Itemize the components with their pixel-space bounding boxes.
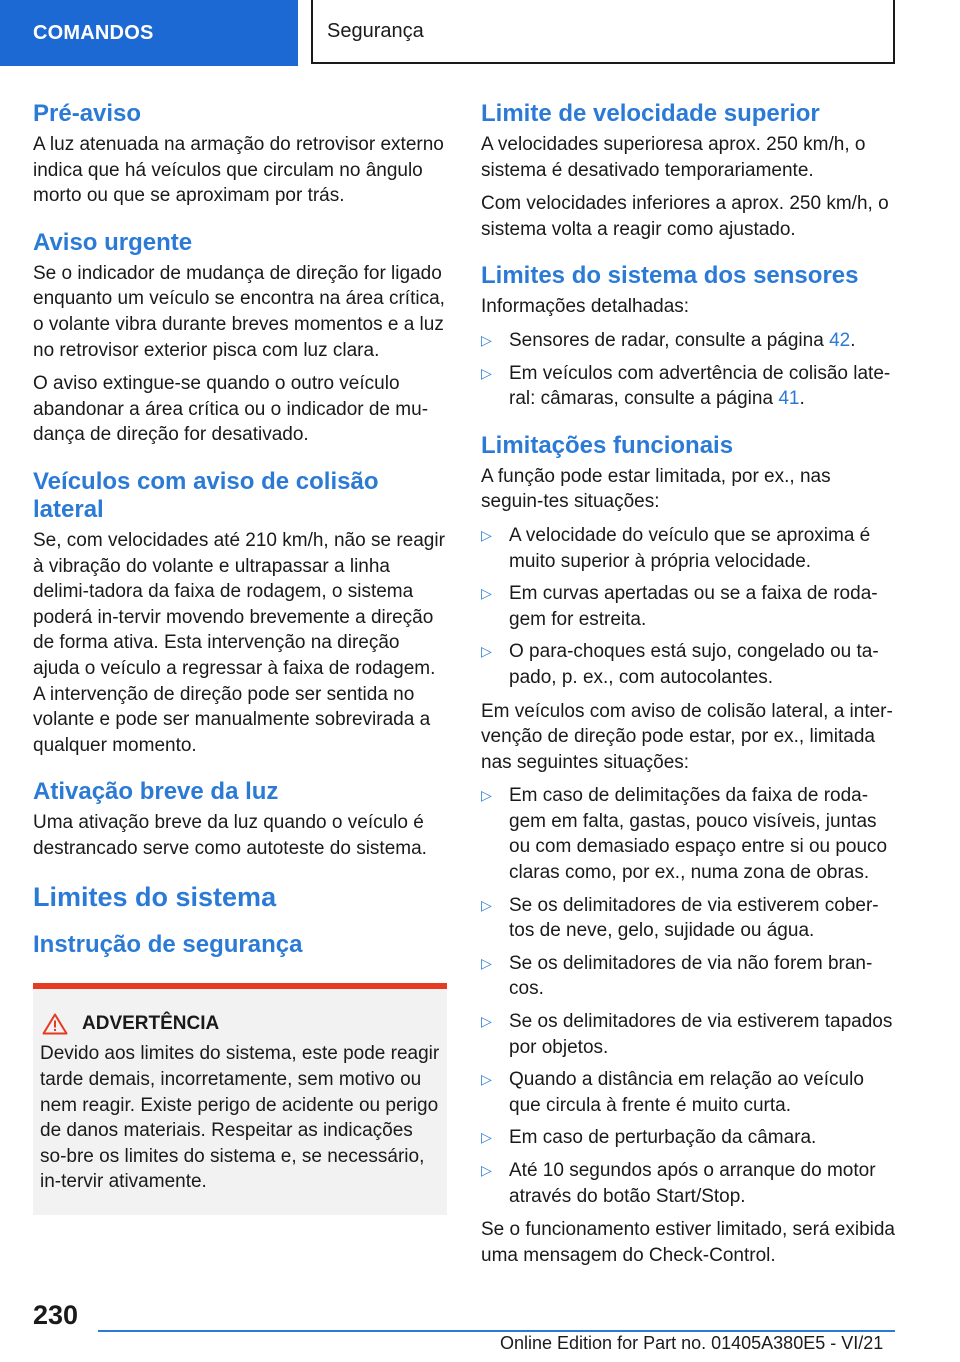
page-link-42[interactable]: 42: [829, 329, 851, 351]
paragraph: Uma ativação breve da luz quando o veículo é destrancado serve como autoteste do sistema.: [33, 812, 427, 859]
triangle-bullet-icon: ▷: [481, 896, 492, 913]
heading-aviso-urgente: Aviso urgente: [33, 228, 193, 256]
paragraph: Informações detalhadas:: [481, 296, 690, 318]
paragraph: Se o funcionamento estiver limitado, será exibida uma mensagem do Check-Control.: [481, 1219, 896, 1266]
list-item: ▷ Sensores de radar, consulte a página 42.: [481, 328, 895, 354]
triangle-bullet-icon: ▷: [481, 331, 492, 348]
paragraph: Em veículos com aviso de colisão lateral, a inter-venção de direção pode estar, por ex., limitada nas seguintes situações:: [481, 700, 893, 773]
section-title: Segurança: [311, 0, 895, 64]
paragraph: A luz atenuada na armação do retrovisor externo indica que há veículos que circulam no ângulo morto ou que se aproximam por trás.: [33, 134, 444, 207]
page-number: 230: [33, 1300, 79, 1330]
list-item: ▷ Em veículos com advertência de colisão late-ral: câmaras, consulte a página 41.: [481, 362, 891, 410]
limitations-list-2: [481, 783, 895, 1209]
paragraph: Com velocidades inferiores a aprox. 250 km/h, o sistema volta a reagir como ajustado.: [481, 193, 889, 240]
list-item: ▷ Em caso de perturbação da câmara.: [481, 1125, 895, 1151]
heading-sensores: Limites do sistema dos sensores: [481, 262, 859, 290]
heading-colisao-lateral: Veículos com aviso de colisão lateral: [33, 467, 379, 523]
triangle-bullet-icon: ▷: [481, 585, 492, 602]
chapter-tab: COMANDOS: [0, 0, 298, 66]
right-column: [481, 100, 895, 1276]
heading-limite-velocidade: Limite de velocidade superior: [481, 100, 820, 127]
list-item: ▷ Em caso de delimitações da faixa de roda-gem em falta, gastas, pouco visíveis, juntas ou com demasiado espaço entre si ou pouco claras como, por ex., numa zona de obras.: [481, 785, 888, 884]
list-item: ▷ Em curvas apertadas ou se a faixa de roda-gem for estreita.: [481, 583, 878, 630]
paragraph: Se o indicador de mudança de direção for ligado enquanto um veículo se encontra na área crítica, o volante vibra durante breves momentos e a luz no retrovisor exterior pisca com luz clara.: [33, 262, 445, 361]
page-link-41[interactable]: 41: [778, 388, 800, 410]
triangle-bullet-icon: ▷: [481, 1071, 492, 1088]
paragraph: O aviso extingue-se quando o outro veículo abandonar a área crítica ou o indicador de mu-dança de direção for desativado.: [33, 373, 429, 446]
triangle-bullet-icon: ▷: [481, 1013, 492, 1030]
paragraph: A função pode estar limitada, por ex., nas seguin-tes situações:: [481, 465, 831, 513]
triangle-bullet-icon: ▷: [481, 954, 492, 971]
edition-text: Online Edition for Part no. 01405A380E5 - VI/21: [500, 1333, 884, 1353]
left-column: [33, 100, 447, 1215]
heading-limitacoes: Limitações funcionais: [481, 431, 734, 459]
list-item: ▷ Quando a distância em relação ao veículo que circula à frente é muito curta.: [481, 1069, 864, 1116]
heading-pre-aviso: Pré-aviso: [33, 100, 142, 127]
heading-instrucao-seguranca: Instrução de segurança: [33, 931, 303, 959]
footer-divider: [98, 1330, 895, 1332]
list-item: ▷ Até 10 segundos após o arranque do motor através do botão Start/Stop.: [481, 1160, 876, 1207]
list-item: ▷ O para-choques está sujo, congelado ou ta-pado, p. ex., com autocolantes.: [481, 641, 879, 688]
warning-header: [40, 1013, 440, 1035]
list-item: ▷ Se os delimitadores de via estiverem cober-tos de neve, gelo, sujidade ou água.: [481, 894, 879, 942]
triangle-bullet-icon: ▷: [481, 526, 492, 543]
triangle-bullet-icon: ▷: [481, 364, 492, 381]
paragraph: Se, com velocidades até 210 km/h, não se reagir à vibração do volante e ultrapassar a linha delimi-tadora da faixa de rodagem, o sistema poderá in-tervir movendo brevemente a direção de forma ativa. Esta intervenção na direção ajuda o veículo a regressar à faixa de rodagem. A intervenção de direção pode ser sentida no volante e pode ser manualmente sobrevirada a qualquer momento.: [33, 529, 445, 756]
triangle-bullet-icon: ▷: [481, 1162, 492, 1178]
triangle-bullet-icon: ▷: [481, 643, 492, 660]
paragraph: A velocidades superioresa aprox. 250 km/h, o sistema é desativado temporariamente.: [481, 134, 866, 181]
warning-box: [33, 983, 447, 1215]
list-item: ▷ Se os delimitadores de via estiverem tapados por objetos.: [481, 1011, 893, 1058]
warning-triangle-icon: [42, 1013, 68, 1035]
list-item: ▷ A velocidade do veículo que se aproxima é muito superior à própria velocidade.: [481, 524, 871, 572]
triangle-bullet-icon: ▷: [481, 1129, 492, 1146]
heading-limites-sistema: Limites do sistema: [33, 882, 277, 913]
sensor-list: [481, 328, 895, 412]
list-item: ▷ Se os delimitadores de via não forem bran-cos.: [481, 952, 873, 1000]
warning-text: Devido aos limites do sistema, este pode reagir tarde demais, incorretamente, sem motivo ou nem reagir. Existe perigo de acidente ou perigo de danos materiais. Respeitar as indicações so-bre os limites do sistema e, se necessário, in-tervir ativamente.: [40, 1043, 440, 1193]
warning-title: ADVERTÊNCIA: [82, 1013, 220, 1035]
heading-ativacao: Ativação breve da luz: [33, 778, 279, 806]
triangle-bullet-icon: ▷: [481, 787, 492, 804]
limitations-list-1: [481, 523, 895, 691]
